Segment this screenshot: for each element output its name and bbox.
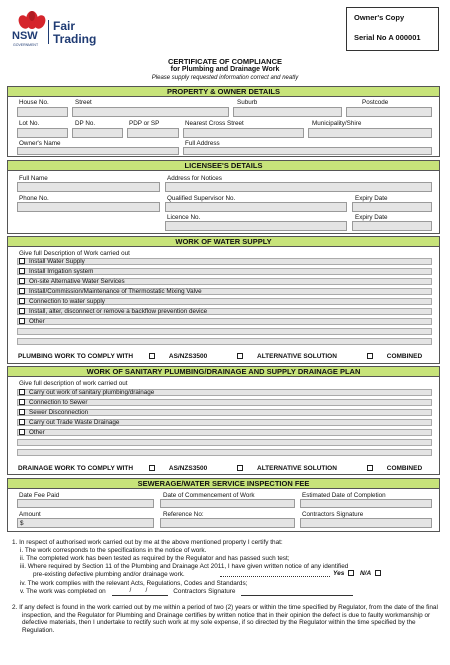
yes-label: Yes — [333, 570, 345, 577]
drainage-combined-option[interactable] — [367, 465, 436, 472]
sanitary-checkbox-1[interactable] — [19, 389, 25, 395]
sanitary-item-1-label: Carry out work of sanitary plumbing/drainage — [29, 389, 155, 396]
sanitary-item-4[interactable] — [19, 419, 119, 426]
declaration-iii-b: pre-existing defective plumbing and/or drainage work. — [33, 571, 185, 578]
yes-na-options — [333, 570, 385, 577]
phone-field[interactable] — [17, 202, 160, 212]
sanitary-item-4-label: Carry out Trade Waste Drainage — [29, 419, 120, 426]
water-item-1[interactable] — [19, 258, 85, 265]
drainage-as-option[interactable] — [149, 465, 221, 472]
sanitary-checkbox-3[interactable] — [19, 409, 25, 415]
address-notices-label: Address for Notices — [167, 175, 222, 182]
full-address-field[interactable] — [183, 147, 432, 155]
municipality-field[interactable] — [308, 128, 432, 138]
dp-no-field[interactable] — [72, 128, 123, 138]
water-item-4[interactable] — [19, 288, 202, 295]
declaration-iii: iii. Where required by Section 11 of the Plumbing and Drainage Act 2011, I have given written notice of any identified — [20, 563, 349, 570]
plumbing-alt-label: ALTERNATIVE SOLUTION — [257, 353, 337, 360]
serial-number: Serial No A 000001 — [354, 33, 421, 42]
water-line-7[interactable] — [17, 318, 432, 325]
house-no-label: House No. — [19, 99, 49, 106]
reference-field[interactable] — [160, 518, 295, 528]
drainage-comply-label: DRAINAGE WORK TO COMPLY WITH — [18, 465, 134, 472]
plumbing-comply-row — [18, 353, 450, 360]
sanitary-checkbox-2[interactable] — [19, 399, 25, 405]
date-commencement-label: Date of Commencement of Work — [163, 492, 255, 499]
expiry-field-1[interactable] — [352, 202, 432, 212]
drainage-combined-checkbox[interactable] — [367, 465, 373, 471]
owner-name-label: Owner's Name — [19, 140, 61, 147]
water-checkbox-7[interactable] — [19, 318, 25, 324]
water-desc-label: Give full Description of Work carried out — [19, 250, 130, 257]
postcode-label: Postcode — [362, 99, 389, 106]
nsw-text: NSW — [12, 30, 38, 42]
water-item-7-label: Other — [29, 318, 45, 325]
sanitary-item-3[interactable] — [19, 409, 88, 416]
amount-field[interactable] — [17, 518, 154, 528]
declaration-i: i. The work corresponds to the specifications in the notice of work. — [20, 547, 207, 554]
sanitary-checkbox-5[interactable] — [19, 429, 25, 435]
water-item-1-label: Install Water Supply — [29, 258, 85, 265]
na-checkbox[interactable] — [375, 570, 381, 576]
expiry-field-2[interactable] — [352, 221, 432, 231]
sanitary-item-2[interactable] — [19, 399, 87, 406]
sanitary-item-2-label: Connection to Sewer — [29, 399, 88, 406]
plumbing-combined-checkbox[interactable] — [367, 353, 373, 359]
lot-no-field[interactable] — [17, 128, 68, 138]
suburb-field[interactable] — [233, 107, 342, 117]
date-paid-label: Date Fee Paid — [19, 492, 60, 499]
certificate-title: CERTIFICATE OF COMPLIANCE — [167, 57, 283, 66]
street-label: Street — [75, 99, 92, 106]
date-commencement-field[interactable] — [160, 499, 295, 508]
drainage-as-label: AS/NZS3500 — [168, 465, 208, 472]
contractor-sig-field[interactable] — [300, 518, 432, 528]
pdp-sp-label: PDP or SP — [129, 120, 160, 127]
drainage-combined-label: COMBINED — [386, 465, 423, 472]
declaration-2: 2. If any defect is found in the work carried out by me within a period of two (2) years or within the time specified by Regulator, from the date of the final inspection, and the Regulator for Plumbing and Drainage certifies by written notice that in their opinion the defect is due to faulty workmanship or defective materials, then I undertake to rectify such work at my sole expense, if so directed by the Regulator within the time specified by the Regulation. — [12, 604, 438, 634]
declaration-ii: ii. The completed work has been tested as required by the Regulator and has passed such test; — [20, 555, 290, 562]
date-paid-field[interactable] — [17, 499, 154, 508]
expiry-label-2: Expiry Date — [355, 214, 388, 221]
address-notices-field[interactable] — [165, 182, 432, 192]
water-item-5[interactable] — [19, 298, 105, 305]
sanitary-item-3-label: Sewer Disconnection — [29, 409, 89, 416]
cross-street-label: Nearest Cross Street — [185, 120, 244, 127]
water-line-8[interactable] — [17, 328, 432, 335]
na-label: N/A — [359, 570, 371, 577]
contractors-sig-line[interactable] — [241, 588, 353, 596]
water-item-7[interactable] — [19, 318, 45, 325]
contractor-sig-label: Contractors Signature — [302, 511, 364, 518]
water-item-2[interactable] — [19, 268, 93, 275]
cross-street-field[interactable] — [183, 128, 304, 138]
sanitary-item-5[interactable] — [19, 429, 45, 436]
street-field[interactable] — [72, 107, 229, 117]
brand-line-1: Fair — [53, 19, 76, 33]
water-heading: WORK OF WATER SUPPLY — [7, 236, 440, 247]
declaration-v-row — [20, 588, 353, 596]
plumbing-as-label: AS/NZS3500 — [168, 353, 208, 360]
plumbing-comply-label: PLUMBING WORK TO COMPLY WITH — [18, 353, 134, 360]
certificate-subtitle: for Plumbing and Drainage Work — [170, 66, 280, 73]
sanitary-item-5-label: Other — [29, 429, 45, 436]
suburb-label: Suburb — [237, 99, 258, 106]
lot-no-label: Lot No. — [19, 120, 40, 127]
supervisor-label: Qualified Supervisor No. — [167, 195, 236, 202]
house-no-field[interactable] — [17, 107, 68, 117]
drainage-as-checkbox[interactable] — [149, 465, 155, 471]
logo-divider — [48, 20, 49, 44]
sanitary-checkbox-4[interactable] — [19, 419, 25, 425]
water-item-3[interactable] — [19, 278, 125, 285]
water-checkbox-2[interactable] — [19, 268, 25, 274]
supervisor-field[interactable] — [165, 202, 347, 212]
water-item-6[interactable] — [19, 308, 207, 315]
certificate-note: Please supply requested information correct and neatly — [151, 75, 299, 81]
reference-label: Reference No: — [163, 511, 204, 518]
drainage-comply-row — [18, 465, 450, 472]
plumbing-combined-option[interactable] — [367, 353, 436, 360]
plumbing-combined-label: COMBINED — [386, 353, 423, 360]
nsw-logo — [12, 8, 52, 48]
water-checkbox-3[interactable] — [19, 278, 25, 284]
water-item-2-label: Install Irrigation system — [29, 268, 94, 275]
drainage-alt-label: ALTERNATIVE SOLUTION — [257, 465, 337, 472]
water-item-3-label: On-site Alternative Water Services — [29, 278, 125, 285]
contractors-sig-label: Contractors Signature — [173, 588, 236, 595]
declaration-iv: iv. The work complies with the relevant Acts, Regulations, Codes and Standards; — [20, 580, 248, 587]
iii-dotted-line — [220, 576, 330, 577]
brand-line-2: Trading — [53, 32, 97, 46]
sanitary-desc-label: Give full description of work carried out — [19, 380, 128, 387]
expiry-label-1: Expiry Date — [355, 195, 388, 202]
plumbing-as-option[interactable] — [149, 353, 221, 360]
sanitary-item-1[interactable] — [19, 389, 154, 396]
government-text: GOVERNMENT — [13, 43, 39, 47]
water-item-4-label: Install/Commission/Maintenance of Thermostatic Mixing Valve — [29, 288, 202, 295]
drainage-alt-checkbox[interactable] — [237, 465, 243, 471]
municipality-label: Municipality/Shire — [312, 120, 362, 127]
owners-copy-label: Owner's Copy — [354, 13, 405, 22]
sanitary-heading: WORK OF SANITARY PLUMBING/DRAINAGE AND SUPPLY DRAINAGE PLAN — [7, 366, 440, 377]
water-checkbox-4[interactable] — [19, 288, 25, 294]
phone-label: Phone No. — [19, 195, 49, 202]
est-completion-field[interactable] — [300, 499, 432, 508]
postcode-field[interactable] — [346, 107, 432, 117]
declaration-v: v. The work was completed on — [20, 588, 106, 595]
water-item-6-label: Install, alter, disconnect or remove a backflow prevention device — [29, 308, 208, 315]
plumbing-alt-checkbox[interactable] — [237, 353, 243, 359]
water-checkbox-6[interactable] — [19, 308, 25, 314]
sanitary-line-5[interactable] — [17, 429, 432, 436]
water-checkbox-5[interactable] — [19, 298, 25, 304]
full-address-label: Full Address — [185, 140, 220, 147]
dollar-sign: $ — [20, 520, 24, 527]
plumbing-as-checkbox[interactable] — [149, 353, 155, 359]
licensee-name-label: Full Name — [19, 175, 48, 182]
licence-no-field[interactable] — [165, 221, 347, 231]
drainage-alt-option[interactable] — [237, 465, 351, 472]
waratah-icon — [18, 8, 46, 30]
dp-no-label: DP No. — [75, 120, 96, 127]
pdp-sp-field[interactable] — [127, 128, 179, 138]
est-completion-label: Estimated Date of Completion — [302, 492, 386, 499]
sanitary-line-7[interactable] — [17, 449, 432, 456]
yes-checkbox[interactable] — [348, 570, 354, 576]
water-item-5-label: Connection to water supply — [29, 298, 105, 305]
plumbing-alt-option[interactable] — [237, 353, 351, 360]
water-line-9[interactable] — [17, 338, 432, 345]
water-checkbox-1[interactable] — [19, 258, 25, 264]
licensee-heading: LICENSEE'S DETAILS — [7, 160, 440, 171]
fee-heading: SEWERAGE/WATER SERVICE INSPECTION FEE — [7, 478, 440, 489]
declaration-1: 1. In respect of authorised work carried out by me at the above mentioned property I certify that: — [12, 539, 283, 546]
sanitary-line-6[interactable] — [17, 439, 432, 446]
licence-no-label: Licence No. — [167, 214, 201, 221]
owner-name-field[interactable] — [17, 147, 179, 155]
amount-label: Amount — [19, 511, 41, 518]
property-heading: PROPERTY & OWNER DETAILS — [7, 86, 440, 97]
licensee-name-field[interactable] — [17, 182, 160, 192]
completed-date-field[interactable]: / / — [112, 588, 168, 596]
copy-box — [346, 7, 439, 51]
